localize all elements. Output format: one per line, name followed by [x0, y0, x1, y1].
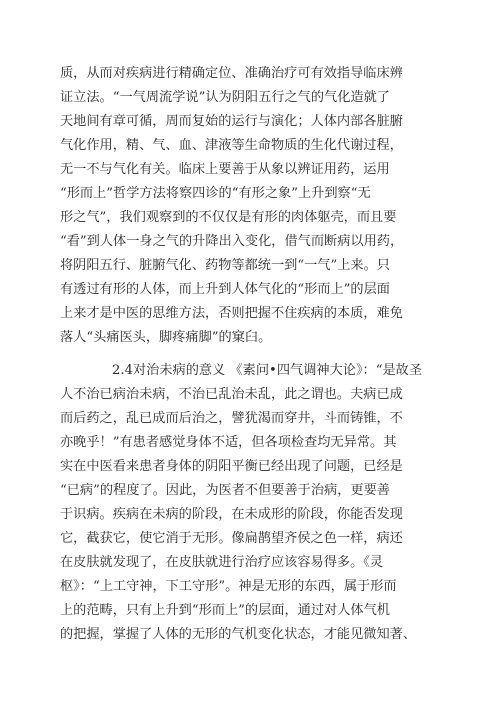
text-line: 质，从而对疾病进行精确定位、准确治疗可有效指导临床辨	[60, 66, 403, 81]
text-line: 无一不与气化有关。临床上要善于从象以辨证用药，运用	[60, 162, 390, 177]
paragraph-1	[60, 62, 440, 350]
text-line: “已病”的程度了。因此，为医者不但要善于治病，更要善	[60, 483, 390, 498]
text-line: 有透过有形的人体，而上升到人体气化的“形而上”的层面	[60, 282, 390, 297]
paragraph-2	[60, 359, 440, 647]
text-line: 在皮肤就发现了，在皮肤就进行治疗应该容易得多。《灵	[60, 555, 384, 570]
text-line: 证立法。“一气周流学说”认为阴阳五行之气的气化造就了	[60, 90, 390, 105]
body-text	[60, 62, 440, 647]
text-line: 于识病。疾病在未病的阶段，在未成形的阶段，你能否发现	[60, 507, 403, 522]
text-line: 的把握，掌握了人体的无形的气机变化状态，才能见微知著、	[60, 627, 417, 642]
text-line: 形之气”，我们观察到的不仅仅是有形的肉体躯壳，而且要	[60, 210, 397, 225]
text-line: 天地间有章可循，周而复始的运行与演化；人体内部各脏腑	[60, 114, 403, 129]
text-line: 而后药之，乱已成而后治之，譬犹渴而穿井，斗而铸锥，不	[60, 411, 403, 426]
text-line: 枢》：“上工守神，下工守形”。神是无形的东西，属于形而	[60, 579, 397, 594]
text-line: 实在中医看来患者身体的阴阳平衡已经出现了问题，已经是	[60, 459, 403, 474]
paragraph-gap	[60, 350, 440, 359]
text-line: 亦晚乎！”有患者感觉身体不适，但各项检查均无异常。其	[60, 435, 397, 450]
text-line: 上来才是中医的思维方法，否则把握不住疾病的本质，难免	[60, 306, 403, 321]
text-line: 将阴阳五行、脏腑气化、药物等都统一到“一气”上来。只	[60, 258, 390, 273]
text-line: 2.4对治未病的意义 《素问•四气调神大论》：“是故圣	[112, 363, 423, 378]
text-line: “形而上”哲学方法将察四诊的“有形之象”上升到察“无	[60, 186, 371, 201]
text-line: 落人“头痛医头，脚疼痛脚”的窠臼。	[60, 330, 272, 345]
text-line: 上的范畴，只有上升到“形而上”的层面，通过对人体气机	[60, 603, 390, 618]
text-line: “看”到人体一身之气的升降出入变化，借气而断病以用药，	[60, 234, 404, 249]
text-line: 人不治已病治未病，不治已乱治未乱，此之谓也。夫病已成	[60, 387, 403, 402]
text-line: 气化作用，精、气、血、津液等生命物质的生化代谢过程，	[60, 138, 403, 153]
text-line: 它，截获它，使它消于无形。像扁鹊望齐侯之色一样，病还	[60, 531, 403, 546]
